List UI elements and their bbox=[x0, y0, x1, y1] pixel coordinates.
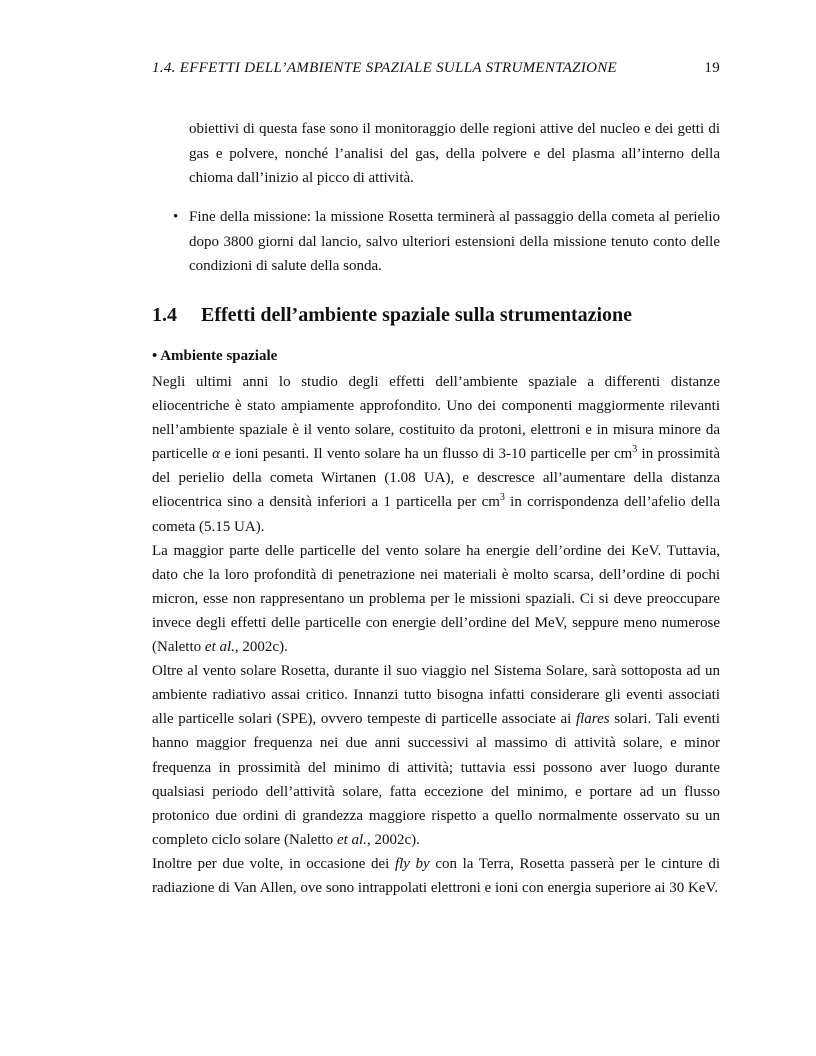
running-header bbox=[152, 60, 720, 77]
superscript: 3 bbox=[499, 492, 505, 504]
citation-etal: et al. bbox=[336, 831, 367, 848]
subsection-heading bbox=[152, 348, 277, 365]
text-run: in prossimità del perielio della cometa Wirtanen (1.08 UA), e descresce all’aumentare della distanza eliocentrica sino a densità inferiori a 1 particella per cm bbox=[152, 446, 721, 511]
body-text bbox=[152, 370, 720, 900]
continuation-paragraph: obiettivi di questa fase sono il monitoraggio delle regioni attive del nucleo e dei getti di gas e polvere, nonché l’analisi del gas, della polvere e del plasma all’interno della chioma dall’inizio al picco di attività. bbox=[189, 121, 720, 186]
italic-term: flares bbox=[575, 711, 610, 728]
paragraph-vento-solare bbox=[152, 370, 720, 539]
text-run: e ioni pesanti. Il vento solare ha un flusso di 3-10 particelle per cm bbox=[219, 446, 633, 463]
text-run: con la Terra, Rosetta passerà per le cinture di radiazione di Van Allen, ove sono intrappolati elettroni e ioni con energia superiore ai 30 KeV. bbox=[152, 855, 720, 896]
italic-term: fly by bbox=[394, 855, 430, 872]
bullet-marker: • bbox=[173, 209, 179, 225]
running-title: 1.4. EFFETTI DELL’AMBIENTE SPAZIALE SULLA STRUMENTAZIONE bbox=[152, 60, 618, 76]
section-title: Effetti dell’ambiente spaziale sulla strumentazione bbox=[201, 304, 633, 326]
subsection-title: Ambiente spaziale bbox=[160, 348, 278, 364]
paragraph-ambiente-radiativo bbox=[152, 659, 720, 852]
text-run: Oltre al vento solare Rosetta, durante il suo viaggio nel Sistema Solare, sarà sottoposta ad un ambiente radiativo assai critico. Innanzi tutto bisogna infatti considerare gli eventi associati alle particelle solari (SPE), ovvero tempeste di particelle associate ai bbox=[152, 663, 720, 728]
section-heading bbox=[152, 304, 720, 327]
text-run: Inoltre per due volte, in occasione dei bbox=[152, 855, 395, 872]
text-run: in corrispondenza dell’afelio della cometa (5.15 UA). bbox=[152, 494, 720, 535]
text-run: La maggior parte delle particelle del vento solare ha energie dell’ordine dei KeV. Tuttavia, dato che la loro profondità di penetrazione nei materiali è molto scarsa, dell’ordine di pochi micron, esse non rappresentano un problema per le missioni spaziali. Ci si deve preoccupare invece degli effetti delle particelle con energie dell’ordine del MeV, seppure meno numerose (Naletto bbox=[152, 542, 720, 656]
paragraph-energie bbox=[152, 539, 720, 659]
alpha-symbol: α bbox=[212, 446, 220, 463]
bullet-item-fine-missione: Fine della missione: la missione Rosetta terminerà al passaggio della cometa al perielio dopo 3800 giorni dal lancio, salvo ulteriori estensioni della missione tenuto conto delle condizioni di salute della sonda. bbox=[189, 209, 720, 274]
text-run: Negli ultimi anni lo studio degli effetti dell’ambiente spaziale a differenti distanze eliocentriche è stato ampiamente approfondito. Uno dei componenti maggiormente rilevanti nell’ambiente spaziale è il vento solare, costituito da protoni, elettroni e in misura minore da particelle bbox=[152, 374, 720, 463]
text-run: , 2002c). bbox=[234, 639, 288, 656]
paragraph-van-allen bbox=[152, 852, 720, 900]
text-run: solari. Tali eventi hanno maggior frequenza nei due anni successivi al massimo di attività solare, e minor frequenza in prossimità del minimo di attività; tuttavia essi possono aver luogo durante qualsiasi periodo dell’attività solare, fatta eccezione del minimo, e portare ad un flusso protonico due ordini di grandezza maggiore rispetto a quello normalmente osservato su un completo ciclo solare (Naletto bbox=[152, 711, 720, 848]
text-run: , 2002c). bbox=[366, 831, 420, 848]
superscript: 3 bbox=[632, 444, 638, 456]
citation-etal: et al. bbox=[204, 639, 235, 656]
page-number: 19 bbox=[704, 60, 720, 76]
section-number: 1.4 bbox=[152, 304, 177, 326]
subsection-marker: • bbox=[152, 348, 158, 364]
